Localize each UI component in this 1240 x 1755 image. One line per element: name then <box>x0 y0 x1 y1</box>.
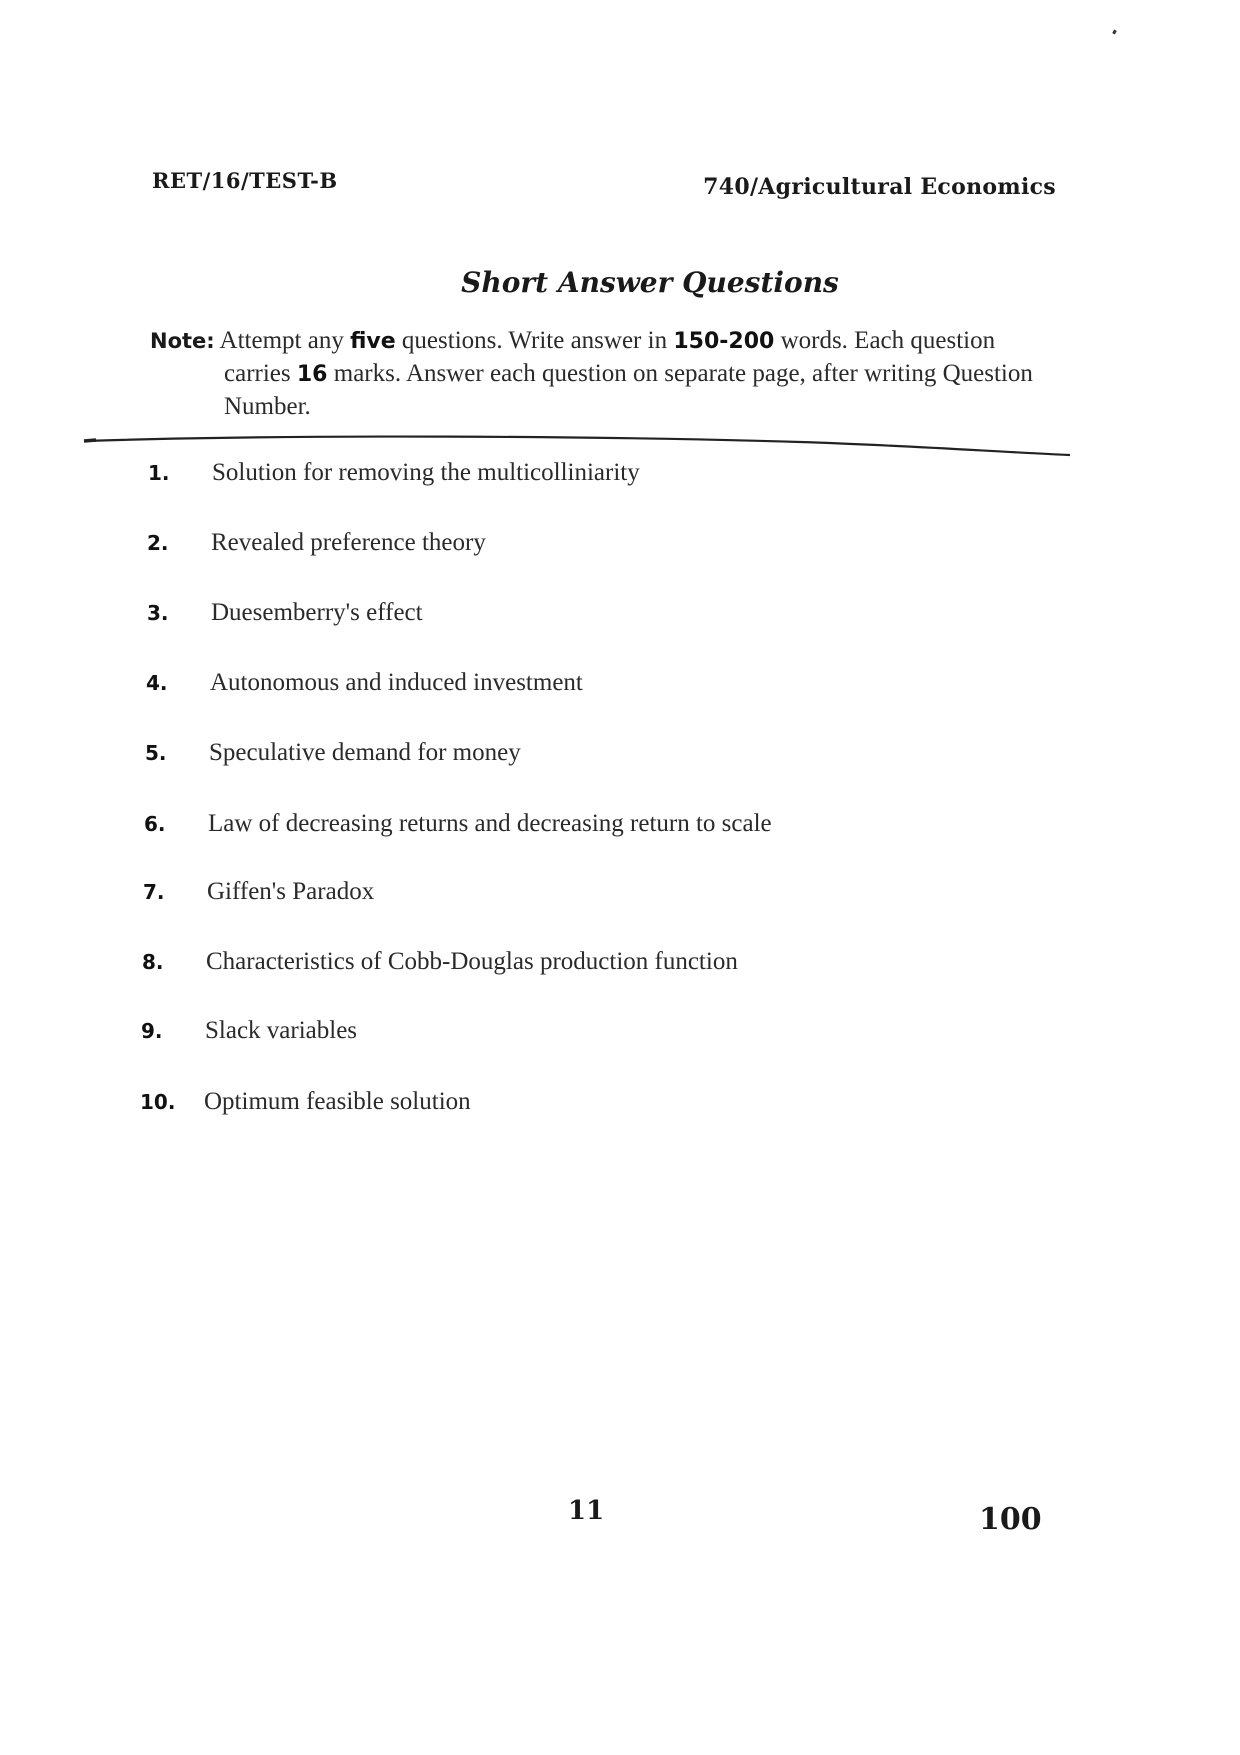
question-number: 10. <box>140 1090 176 1114</box>
question-item <box>146 669 583 697</box>
question-text: Duesemberry's effect <box>211 599 423 626</box>
question-number: 4. <box>146 671 168 695</box>
divider-tail <box>84 440 96 441</box>
question-item <box>145 739 521 767</box>
question-number: 2. <box>147 531 169 555</box>
note-bold-marks: 16 <box>296 362 328 387</box>
note-bold-words: 150-200 <box>673 329 775 354</box>
question-number: 1. <box>148 461 170 485</box>
total-marks: 100 <box>979 1502 1042 1537</box>
question-text: Optimum feasible solution <box>204 1088 471 1115</box>
note-body <box>150 325 1060 423</box>
question-number: 9. <box>141 1019 163 1043</box>
question-item <box>147 529 486 557</box>
question-item <box>140 1088 471 1116</box>
divider-line <box>84 437 1070 455</box>
question-text: Slack variables <box>205 1017 358 1044</box>
note-text-4: marks. Answer each question on separate page, after writing Question Number. <box>224 360 1033 420</box>
question-number: 3. <box>147 601 169 625</box>
exam-code: RET/16/TEST-B <box>152 168 338 193</box>
question-text: Solution for removing the multicolliniarity <box>212 459 640 486</box>
question-item <box>147 599 423 627</box>
question-item <box>141 1017 357 1045</box>
question-text: Law of decreasing returns and decreasing return to scale <box>208 810 772 837</box>
subject-title: 740/Agricultural Economics <box>703 174 1056 200</box>
note-text-2: questions. Write answer in <box>395 327 674 354</box>
question-number: 7. <box>143 880 165 904</box>
question-text: Speculative demand for money <box>209 739 521 766</box>
scan-speck <box>1112 30 1117 35</box>
note-text-3: words. Each question carries <box>224 327 996 387</box>
question-item <box>144 810 772 838</box>
question-text: Characteristics of Cobb-Douglas production function <box>206 948 738 975</box>
question-number: 6. <box>144 812 166 836</box>
question-text: Giffen's Paradox <box>207 878 375 905</box>
question-number: 8. <box>142 950 164 974</box>
question-item <box>148 459 640 487</box>
page-number: 11 <box>568 1496 605 1526</box>
section-title: Short Answer Questions <box>461 266 839 299</box>
question-number: 5. <box>145 741 167 765</box>
note-bold-count: five <box>350 329 396 354</box>
note-label: Note: <box>150 329 215 353</box>
note-text-1: Attempt any <box>214 327 351 354</box>
question-text: Autonomous and induced investment <box>210 669 583 696</box>
question-text: Revealed preference theory <box>211 529 486 556</box>
question-item <box>143 878 374 906</box>
question-item <box>142 948 738 976</box>
instructions-note <box>150 325 1060 423</box>
